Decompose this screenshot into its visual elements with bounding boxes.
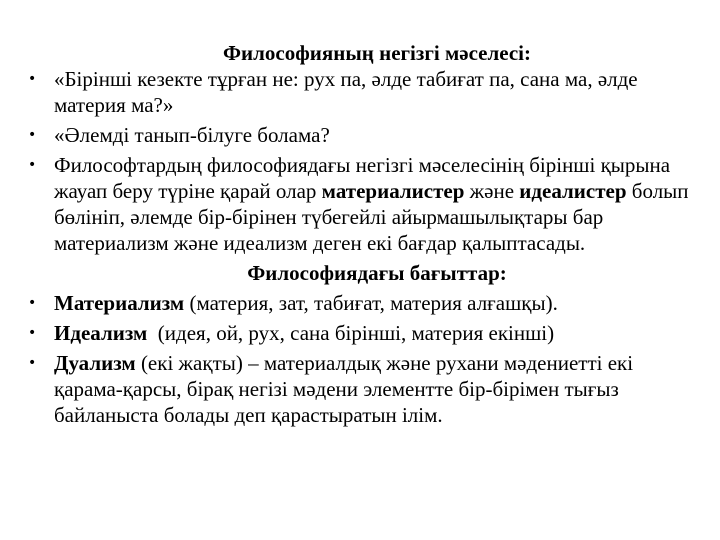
list-item-philosophers [28,152,700,256]
bullet-icon: • [28,325,37,341]
bullet-icon: • [28,295,37,311]
item-text-part: (материя, зат, табиғат, материя алғашқы). [184,291,558,315]
item-text: «Бірінші кезекте тұрған не: рух па, әлде табиғат па, сана ма, әлде материя ма?» [54,67,638,117]
slide-content [28,40,700,432]
list-item-question-1 [28,66,700,118]
bullet-icon: • [28,157,37,173]
item-text-part: Философтардың философиядағы негізгі мәселесінің бірінші қырына жауап беру түріне қарай олар [54,153,671,203]
term-materialism: Материализм [54,291,185,315]
list-item-dualism [28,350,700,428]
bullet-icon: • [28,71,37,87]
item-text-part: (екі жақты) – материалдық және рухани мәдениетті екі қарама-қарсы, бірақ негізі мәдени элементте бір-бірімен тығыз байланыста болады деп қарастыратын ілім. [54,351,634,427]
list-item-materialism [28,290,700,316]
item-text-part: және [464,179,520,203]
item-text [54,290,700,316]
term-idealists: идеалистер [519,179,627,203]
item-text [54,320,700,346]
term-dualism: Дуализм [54,351,136,375]
item-text-part: (идея, ой, рух, сана бірінші, материя екінші) [147,321,555,345]
term-idealism: Идеализм [54,321,148,345]
heading-directions: Философиядағы бағыттар: [247,261,507,285]
list-item-idealism [28,320,700,346]
item-text: «Әлемді танып-білуге болама? [54,123,330,147]
heading-main-problem: Философияның негізгі мәселесі: [223,41,531,65]
item-text [54,350,700,428]
bullet-icon: • [28,127,37,143]
list-item-question-2 [28,122,700,148]
bullet-icon: • [28,355,37,371]
item-text [54,152,700,256]
item-text-part: болып бөлініп, әлемде бір-бірінен түбегейлі айырмашылықтары бар материализм және идеализм деген екі бағдар қалыптасады. [54,179,689,255]
term-materialists: материалистер [321,179,465,203]
